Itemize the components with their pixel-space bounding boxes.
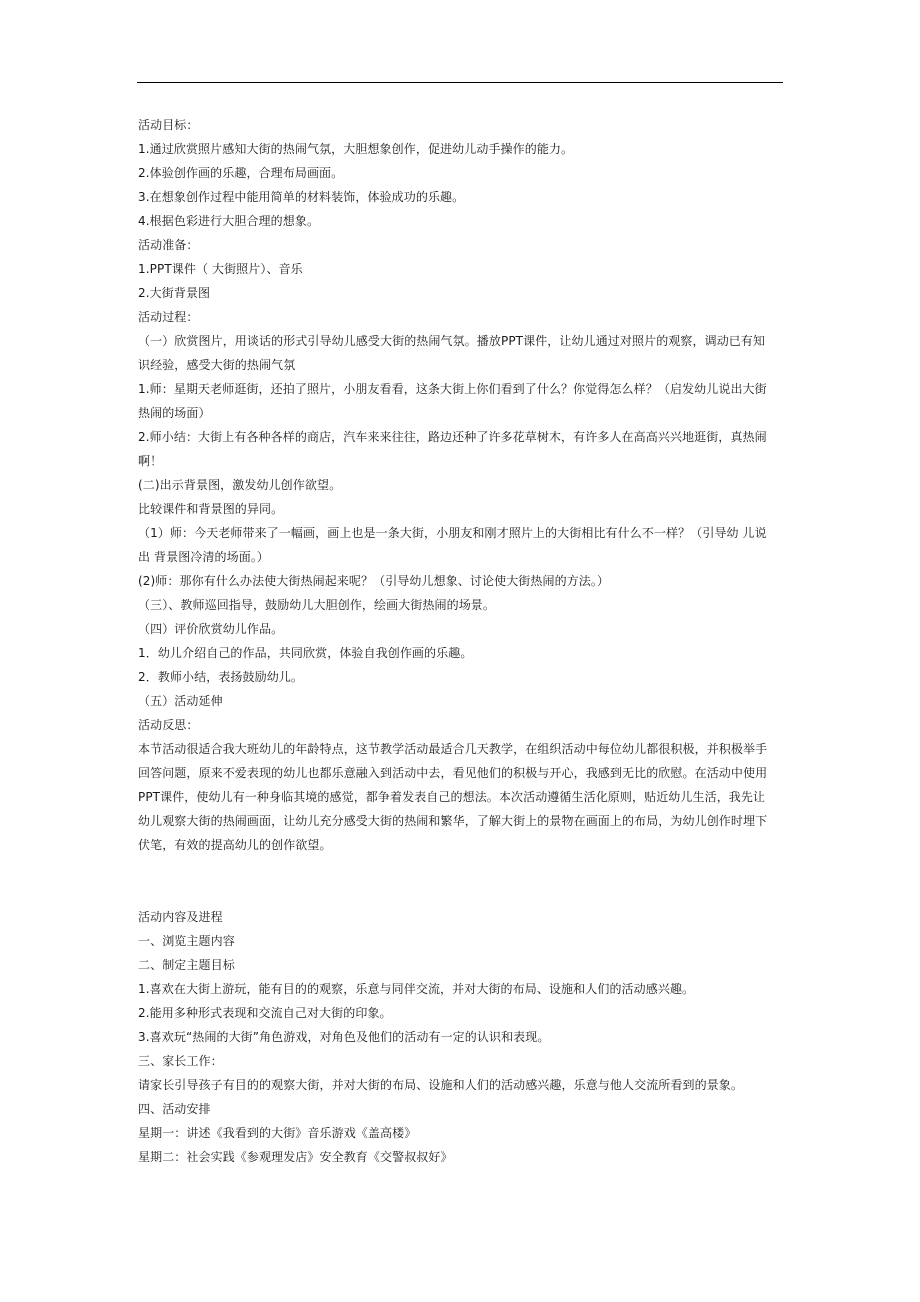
goal-item: 2.体验创作画的乐趣，合理布局画面。 xyxy=(138,166,344,180)
process-text-line: 比较课件和背景图的异同。 xyxy=(138,502,284,516)
theme-heading: 四、活动安排 xyxy=(138,1102,211,1116)
parent-work-text: 请家长引导孩子有目的的观察大街，并对大街的布局、设施和人们的活动感兴趣，乐意与他人交流所看到的景象。 xyxy=(138,1078,744,1092)
goal-item: 1.通过欣赏照片感知大街的热闹气氛，大胆想象创作，促进幼儿动手操作的能力。 xyxy=(138,142,574,156)
header-rule xyxy=(137,82,783,83)
process-text-line: （一）欣赏图片，用谈话的形式引导幼儿感受大街的热闹气氛。播放PPT课件，让幼儿通过对照片的观察，调动已有知 xyxy=(138,334,766,348)
heading-content-process: 活动内容及进程 xyxy=(138,910,223,924)
process-text-line: （三）、教师巡回指导，鼓励幼儿大胆创作，绘画大街热闹的场景。 xyxy=(138,598,496,612)
process-text-line: 热闹的场面） xyxy=(138,406,211,420)
heading-goals: 活动目标： xyxy=(138,118,199,132)
theme-goal-item: 1.喜欢在大街上游玩，能有目的的观察，乐意与同伴交流，并对大街的布局、设施和人们的活动感兴趣。 xyxy=(138,982,695,996)
process-text-line: (2)师：那你有什么办法使大街热闹起来呢？（引导幼儿想象、讨论使大街热闹的方法。） xyxy=(138,574,610,588)
goal-item: 3.在想象创作过程中能用简单的材料装饰，体验成功的乐趣。 xyxy=(138,190,465,204)
process-text-line: 2．教师小结，表扬鼓励幼儿。 xyxy=(138,670,304,684)
process-text-line: （五）活动延伸 xyxy=(138,694,223,708)
reflection-text-line: PPT课件，使幼儿有一种身临其境的感觉，都争着发表自己的想法。本次活动遵循生活化原则，贴近幼儿生活，我先让 xyxy=(138,790,766,804)
process-text-line: （1）师：今天老师带来了一幅画，画上也是一条大街，小朋友和刚才照片上的大街相比有什么不一样？（引导幼 儿说 xyxy=(138,526,767,540)
theme-heading: 三、家长工作： xyxy=(138,1054,223,1068)
preparation-item: 1.PPT课件（ 大街照片）、音乐 xyxy=(138,262,303,276)
heading-preparation: 活动准备： xyxy=(138,238,199,252)
process-text-line: （四）评价欣赏幼儿作品。 xyxy=(138,622,284,636)
document-body xyxy=(138,113,786,1169)
theme-goal-item: 3.喜欢玩“热闹的大街”角色游戏，对角色及他们的活动有一定的认识和表现。 xyxy=(138,1030,550,1044)
reflection-text-line: 本节活动很适合我大班幼儿的年龄特点，这节教学活动最适合几天教学，在组织活动中每位幼儿都很积极，并积极举手 xyxy=(138,742,768,756)
process-text-line: 啊！ xyxy=(138,454,163,468)
theme-heading: 二、制定主题目标 xyxy=(138,958,235,972)
schedule-item: 星期二：社会实践《参观理发店》安全教育《交警叔叔好》 xyxy=(138,1150,453,1164)
schedule-item: 星期一：讲述《我看到的大街》音乐游戏《盖高楼》 xyxy=(138,1126,417,1140)
process-text-line: 识经验，感受大街的热闹气氛 xyxy=(138,358,296,372)
process-text-line: 出 背景图冷清的场面。） xyxy=(138,550,270,564)
reflection-text-line: 伏笔，有效的提高幼儿的创作欲望。 xyxy=(138,838,332,852)
goal-item: 4.根据色彩进行大胆合理的想象。 xyxy=(138,214,320,228)
reflection-text-line: 幼儿观察大街的热闹画面，让幼儿充分感受大街的热闹和繁华，了解大街上的景物在画面上的布局，为幼儿创作时埋下 xyxy=(138,814,768,828)
heading-process: 活动过程： xyxy=(138,310,199,324)
theme-goal-item: 2.能用多种形式表现和交流自己对大街的印象。 xyxy=(138,1006,392,1020)
heading-reflection: 活动反思： xyxy=(138,718,199,732)
theme-heading: 一、浏览主题内容 xyxy=(138,934,235,948)
process-text-line: 2.师小结：大街上有各种各样的商店，汽车来来往往，路边还种了许多花草树木，有许多人在高高兴兴地逛街，真热闹 xyxy=(138,430,767,444)
theme-plan-section xyxy=(138,905,786,1169)
reflection-text-line: 回答问题，原来不爱表现的幼儿也都乐意融入到活动中去，看见他们的积极与开心，我感到无比的欣慰。在活动中使用 xyxy=(138,766,768,780)
process-text-line: 1．幼儿介绍自己的作品，共同欣赏，体验自我创作画的乐趣。 xyxy=(138,646,473,660)
lesson-plan-section xyxy=(138,113,786,857)
process-text-line: (二)出示背景图，激发幼儿创作欲望。 xyxy=(138,478,342,492)
process-text-line: 1.师：星期天老师逛街，还拍了照片，小朋友看看，这条大街上你们看到了什么？你觉得怎么样？（启发幼儿说出大街 xyxy=(138,382,767,396)
preparation-item: 2.大街背景图 xyxy=(138,286,211,300)
